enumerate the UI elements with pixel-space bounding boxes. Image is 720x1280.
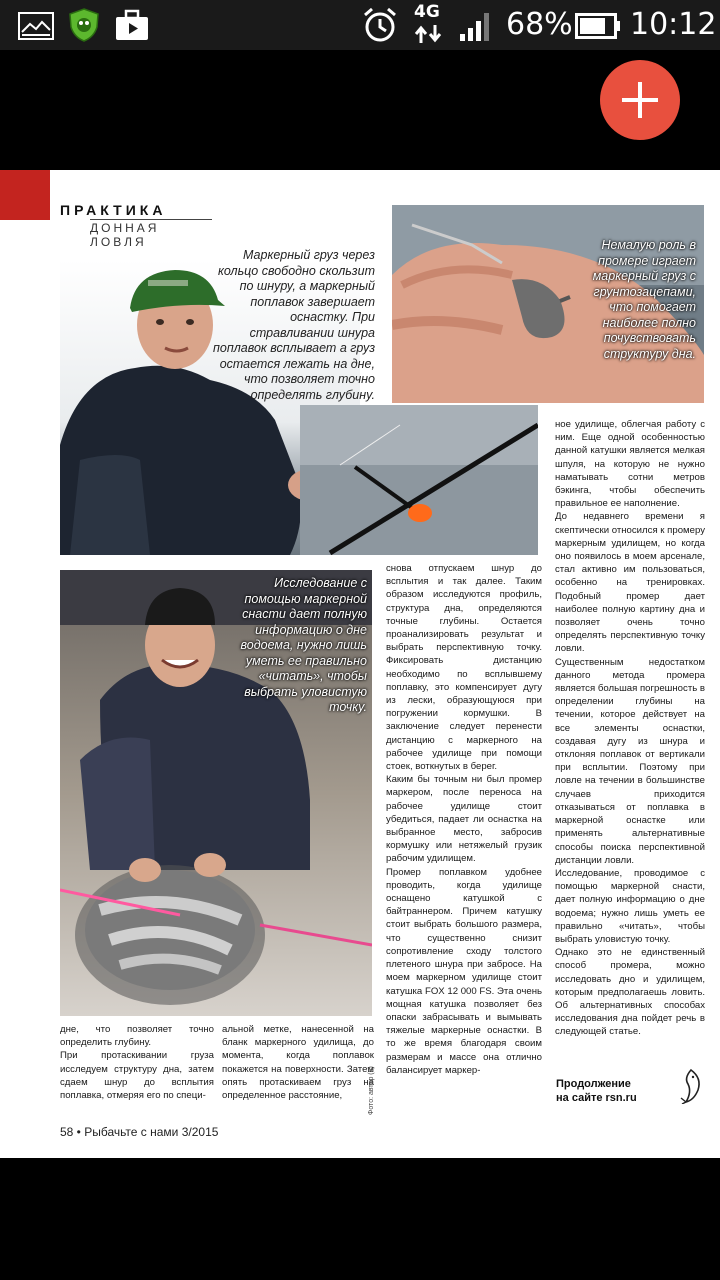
magazine-page[interactable] [0,170,720,1158]
alarm-icon [361,6,399,49]
article-column-bottom-left [60,1023,214,1102]
fish-logo-icon [678,1068,704,1109]
battery-icon [575,13,621,44]
article-column-center [386,562,542,1077]
bottom-area [0,1158,720,1280]
caption-marker-info: Исследование с помощью маркерной снасти дает полную информацию о дне водоема, нужно лишь уметь ее правильно «читать», чтобы выбрать уловистую точку. [240,576,367,714]
briefcase-play-icon [114,8,150,47]
article-column-right [555,418,705,1039]
plus-icon [620,80,660,120]
add-button[interactable] [600,60,680,140]
article-column-bottom-mid [222,1023,374,1102]
article-text-bottom-mid: альной метке, нанесенной на бланк маркерного удилища, до момента, когда поплавок покажется на поверхности. Затем опять протаскиваем груз на определенное расстояние, [222,1024,374,1102]
page-footer: 58 • Рыбачьте с нами 3/2015 [60,1125,219,1139]
article-text-right: ное удилище, облегчая работу с ним. Еще одной особенностью данной катушки является мелкая шпуля, на которую не нужно наматывать сотни метров бэкинга, чтобы обеспечить правильное ее наполнение. До недавнего времени я скептически относился к промеру маркерным удилищем, но когда оно появилось в моем арсенале, стал активно им пользоваться, особенно на тренировках. Подобный промер дает наиболее полную картину дна и позволяет очень точно определять перспективную точку ловли. Существенным недостатком данного метода промера является большая погрешность в определении глубины на течении, которое действует на все элементы оснастки, создавая дугу из шнура и отклоняя поплавок от вертикали при всплытии. Поэтому при ловле на течении в большинстве случаев приходится отказываться от поплавка в маркерной оснастке или применять альтернативные способы поиска перспективной дистанции ловли. Исследование, проводимое с помощью маркерной снасти, дает полную информацию о дне водоема; нужно лишь уметь ее правильно «читать», чтобы выбрать уловистую точку. Однако это не единственный способ промера, можно исследовать дно и удилищем, которым предполагаешь ловить. Об альтернативных способах исследования дна пойдет речь в следующей статье. [555,419,705,1038]
photo-lake-rod [300,405,538,555]
section-title: ПРАКТИКА [60,202,167,218]
photo-credit: Фото: автор (6) [368,1066,375,1115]
shield-app-icon [66,7,102,48]
caption-ground-weight: Немалую роль в промере играет маркерный груз с грунтозацепами, что помогает наиболее полно почувствовать структуру дна. [592,238,696,361]
caption-marker-weight: Маркерный груз через кольцо свободно скользит по шнуру, а маркерный поплавок завершает оснастку. При стравливании шнура поплавок всплывает а груз остается лежать на дне, что позволяет точно определять глубину. [213,248,375,402]
section-subtitle: ДОННАЯ ЛОВЛЯ [90,219,212,249]
network-type: 4G [414,2,440,22]
gallery-icon [18,12,54,45]
data-arrows-icon [414,24,442,49]
article-text-center: снова отпускаем шнур до всплытия и так далее. Таким образом исследуются профиль, структура дна, определяются точные глубины. Остается проанализировать результат и выбрать перспективную точку. Фиксировать дистанцию необходимо по всплывшему поплавку, это компенсирует дугу из лески, образующуюся при погружении кормушки. В заключение следует перенести дистанцию с маркерного на рабочее удилище при помощи стоек, воткнутых в берег. Каким бы точным ни был промер маркером, после переноса на рабочее удилище стоит убедиться, падает ли оснастка на выбранное место, забросив кормушку или нетяжелый грузик рабочим удилищем. Промер поплавком удобнее проводить, когда удилище оснащено катушкой с байтраннером. Причем катушку стоит выбрать большого размера, что существенно снизит сопротивление сходу толстого плетеного шнура при забросе. На моем маркерном удилище стоит катушка FOX 12 000 FS. Эта очень мощная катушка позволяет без опаски забрасывать и вымывать тяжелые маркерные оснастки. В то же время благодаря своим размерам и массе она отлично балансирует маркер- [386,563,542,1076]
continue-text: Продолжение [556,1078,631,1090]
battery-percent: 68% [506,7,573,42]
article-text-bottom-left: дне, что позволяет точно определить глубину. При протаскивании груза исследуем структуру дна, затем сдаем шнур до всплытия поплавка, отмеряя его по специ- [60,1024,214,1102]
section-marker [0,170,50,220]
clock: 10:12 [630,7,717,42]
continue-link[interactable] [556,1077,637,1105]
status-bar [0,0,720,50]
signal-icon [458,10,494,47]
continue-site: на сайте rsn.ru [556,1092,637,1104]
